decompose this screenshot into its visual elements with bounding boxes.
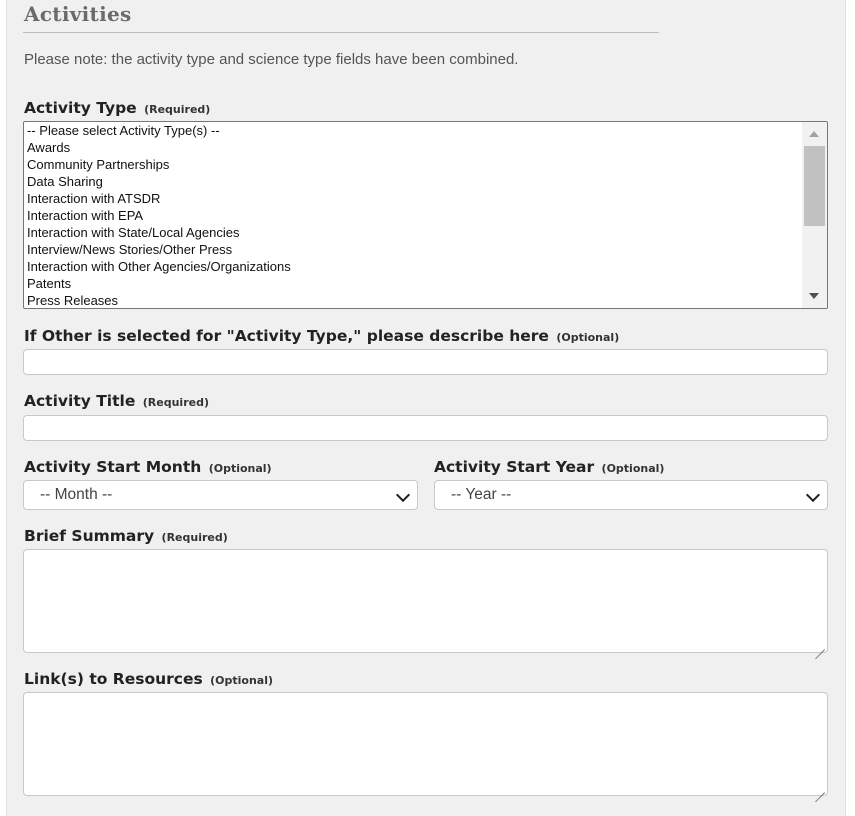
brief-summary-label-text: Brief Summary bbox=[24, 527, 155, 545]
section-title: Activities bbox=[24, 2, 132, 26]
activity-type-option[interactable]: Interaction with Other Agencies/Organizations bbox=[27, 259, 291, 274]
scroll-up-arrow-icon[interactable] bbox=[809, 131, 819, 137]
brief-summary-textarea[interactable] bbox=[23, 549, 828, 653]
start-month-optional-tag: (Optional) bbox=[208, 462, 272, 475]
activity-type-option[interactable]: Community Partnerships bbox=[27, 157, 170, 172]
resource-links-optional-tag: (Optional) bbox=[210, 674, 274, 687]
scrollbar-thumb[interactable] bbox=[804, 146, 825, 226]
resource-links-textarea[interactable] bbox=[23, 692, 828, 796]
other-description-label-text: If Other is selected for "Activity Type," please describe here bbox=[24, 327, 549, 345]
activity-type-option[interactable]: Interaction with State/Local Agencies bbox=[27, 225, 240, 240]
activity-type-label bbox=[24, 99, 210, 117]
activity-type-label-text: Activity Type bbox=[24, 99, 137, 117]
activity-type-option[interactable]: -- Please select Activity Type(s) -- bbox=[27, 123, 220, 138]
activity-type-required-tag: (Required) bbox=[144, 103, 211, 116]
start-month-selected-value: -- Month -- bbox=[40, 486, 113, 503]
activity-type-option[interactable]: Patents bbox=[27, 276, 72, 291]
activity-type-option[interactable]: Awards bbox=[27, 140, 71, 155]
start-month-label bbox=[24, 458, 272, 476]
title-divider bbox=[23, 32, 659, 33]
start-month-label-text: Activity Start Month bbox=[24, 458, 202, 476]
resource-links-label bbox=[24, 670, 273, 688]
activity-type-option[interactable]: Interaction with EPA bbox=[27, 208, 144, 223]
start-year-label-text: Activity Start Year bbox=[434, 458, 595, 476]
activity-type-listbox[interactable] bbox=[23, 121, 828, 309]
start-year-label bbox=[434, 458, 664, 476]
brief-summary-required-tag: (Required) bbox=[161, 531, 228, 544]
activity-type-option[interactable]: Press Releases bbox=[27, 293, 119, 308]
activity-title-required-tag: (Required) bbox=[142, 396, 209, 409]
activity-type-option[interactable]: Interaction with ATSDR bbox=[27, 191, 161, 206]
activity-type-option[interactable]: Data Sharing bbox=[27, 174, 103, 189]
brief-summary-label bbox=[24, 527, 228, 545]
other-description-label bbox=[24, 327, 619, 345]
activity-title-label-text: Activity Title bbox=[24, 392, 136, 410]
start-year-selected-value: -- Year -- bbox=[451, 486, 512, 503]
other-description-input[interactable] bbox=[23, 349, 828, 375]
chevron-down-icon bbox=[396, 488, 410, 502]
start-month-select[interactable] bbox=[23, 480, 418, 510]
listbox-scrollbar[interactable] bbox=[802, 122, 827, 308]
start-year-optional-tag: (Optional) bbox=[601, 462, 665, 475]
other-description-optional-tag: (Optional) bbox=[556, 331, 620, 344]
activity-title-label bbox=[24, 392, 209, 410]
combined-fields-note: Please note: the activity type and science type fields have been combined. bbox=[24, 51, 519, 68]
start-year-select[interactable] bbox=[434, 480, 828, 510]
resource-links-label-text: Link(s) to Resources bbox=[24, 670, 203, 688]
activity-title-input[interactable] bbox=[23, 415, 828, 441]
resize-grip-icon[interactable] bbox=[815, 640, 825, 650]
chevron-down-icon bbox=[806, 488, 820, 502]
activity-type-option[interactable]: Interview/News Stories/Other Press bbox=[27, 242, 233, 257]
scroll-down-arrow-icon[interactable] bbox=[809, 293, 819, 299]
resize-grip-icon[interactable] bbox=[815, 783, 825, 793]
